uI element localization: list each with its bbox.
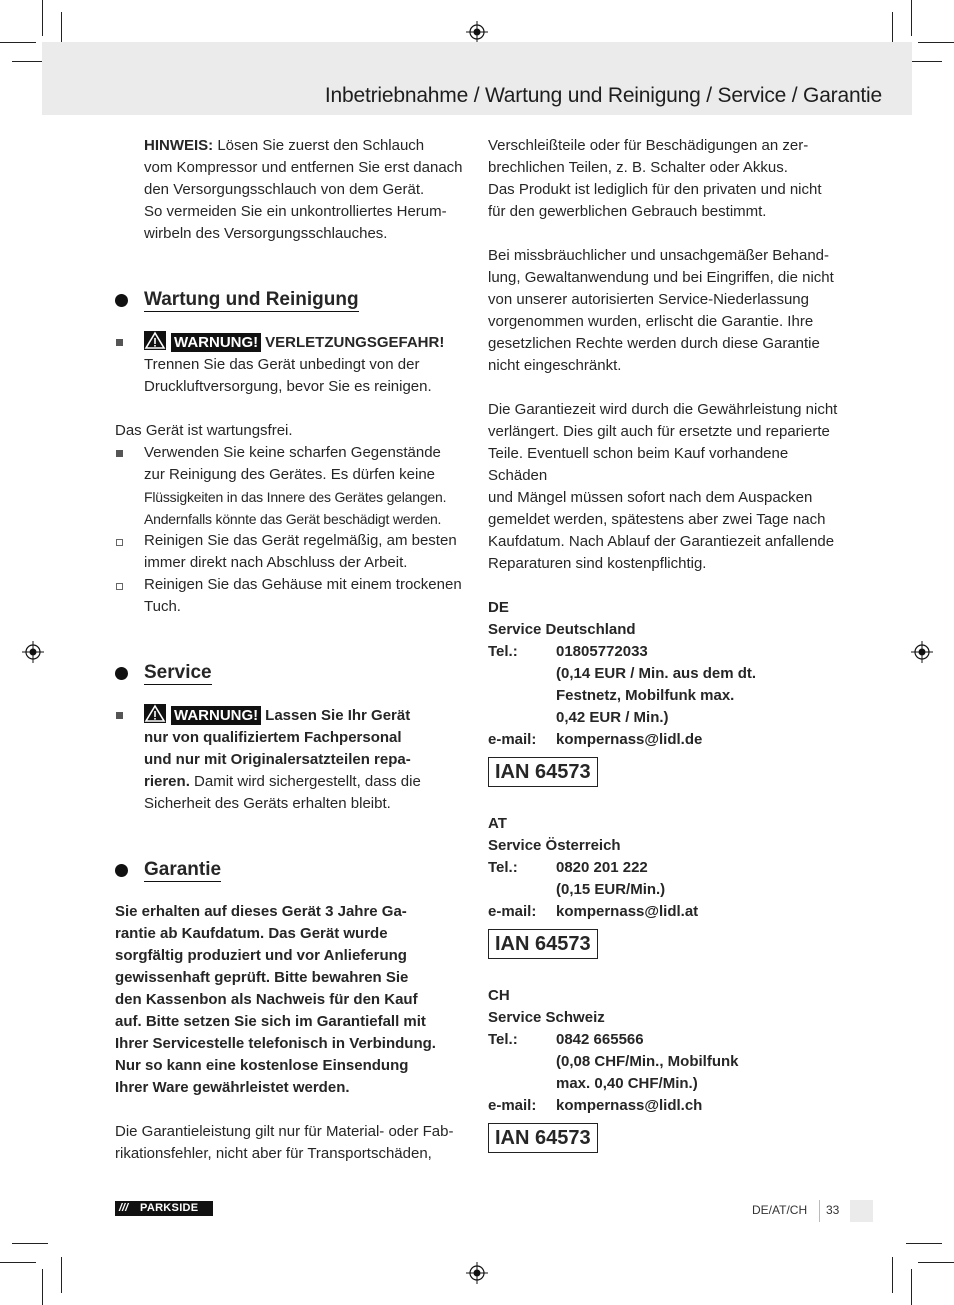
ian-box: IAN 64573 [488, 929, 598, 959]
warning-heading: VERLETZUNGSGEFAHR! [265, 334, 445, 351]
crop-mark [892, 1257, 893, 1293]
text-line: vorgenommen wurden, erlischt die Garantie. Ihre [488, 313, 814, 330]
text-line: rikationsfehler, nicht aber für Transportschäden, [115, 1145, 432, 1162]
hinweis-line: So vermeiden Sie ein unkontrolliertes Herum- [144, 203, 447, 220]
text-line: rantie ab Kaufdatum. Das Gerät wurde [115, 925, 388, 942]
logo-stripes: /// [119, 1202, 129, 1214]
right-column [488, 135, 843, 1153]
left-column [115, 135, 467, 1165]
list-item [115, 442, 467, 530]
crop-mark [0, 42, 36, 43]
email-label: e-mail: [488, 1097, 537, 1114]
text-line: Bei missbräuchlicher und unsachgemäßer Behand- [488, 247, 830, 264]
text-line: und Mängel müssen sofort nach dem Auspacken [488, 489, 813, 506]
text-line: Kaufdatum. Nach Ablauf der Garantiezeit anfallende [488, 533, 835, 550]
tel-label: Tel.: [488, 643, 518, 660]
text-line: Die Garantieleistung gilt nur für Material- oder Fab- [115, 1123, 454, 1140]
warning-triangle-icon [144, 704, 166, 723]
tel-label: Tel.: [488, 1031, 518, 1048]
warning-text: nur von qualifiziertem Fachpersonal [144, 729, 402, 746]
warning-line: Trennen Sie das Gerät unbedingt von der [144, 356, 420, 373]
crop-mark [918, 1262, 954, 1263]
registration-mark-icon [466, 1262, 488, 1284]
warning-line: Druckluftversorgung, bevor Sie es reinigen. [144, 378, 432, 395]
text-line: Das Produkt ist lediglich für den privaten und nicht [488, 181, 822, 198]
list-item-line: Andernfalls könnte das Gerät beschädigt werden. [144, 511, 442, 527]
tel-note: (0,15 EUR/Min.) [556, 881, 666, 898]
square-bullet-icon [116, 450, 123, 457]
crop-mark [911, 0, 912, 36]
ian-box: IAN 64573 [488, 757, 598, 787]
footer-tab [850, 1200, 873, 1222]
text-line: Nur so kann eine kostenlose Einsendung [115, 1057, 409, 1074]
crop-mark [12, 1243, 48, 1244]
list-item [115, 574, 467, 618]
list-item-line: Tuch. [144, 598, 181, 615]
square-bullet-icon [116, 712, 123, 719]
warning-triangle-icon [144, 331, 166, 350]
country-code: AT [488, 815, 507, 832]
tel-note: (0,14 EUR / Min. aus dem dt. [556, 665, 757, 682]
parkside-logo [115, 1201, 213, 1216]
list-item-line: immer direkt nach Abschluss der Arbeit. [144, 554, 408, 571]
email-address: kompernass@lidl.ch [556, 1097, 703, 1114]
text-line: Reparaturen sind kostenpflichtig. [488, 555, 707, 572]
hinweis-label: HINWEIS: [144, 137, 214, 154]
tel-note: max. 0,40 CHF/Min.) [556, 1075, 698, 1092]
tel-number: 0842 665566 [556, 1031, 644, 1048]
registration-mark-icon [911, 641, 933, 663]
text-line: gesetzlichen Rechte werden durch diese Garantie [488, 335, 820, 352]
text-line: nicht eingeschränkt. [488, 357, 622, 374]
service-block-ch [488, 985, 843, 1153]
section-heading-wartung: Wartung und Reinigung [115, 287, 467, 313]
warning-badge: WARNUNG! [171, 333, 261, 352]
hinweis-line: vom Kompressor und entfernen Sie erst danach [144, 159, 463, 176]
warning-item [115, 704, 467, 815]
tel-number: 01805772033 [556, 643, 648, 660]
tel-note: (0,08 CHF/Min., Mobilfunk [556, 1053, 739, 1070]
logo-text: PARKSIDE [140, 1202, 199, 1214]
text-line: verlängert. Dies gilt auch für ersetzte und reparierte [488, 423, 830, 440]
warning-text: und nur mit Originalersatzteilen repa- [144, 751, 411, 768]
text-line: den Kassenbon als Nachweis für den Kauf [115, 991, 418, 1008]
email-address: kompernass@lidl.de [556, 731, 703, 748]
country-code: DE [488, 599, 509, 616]
crop-mark [42, 0, 43, 36]
tel-note: 0,42 EUR / Min.) [556, 709, 669, 726]
email-address: kompernass@lidl.at [556, 903, 699, 920]
text-line: auf. Bitte setzen Sie sich im Garantiefall mit [115, 1013, 426, 1030]
service-name: Service Deutschland [488, 621, 636, 638]
service-name: Service Österreich [488, 837, 621, 854]
page-title: Inbetriebnahme / Wartung und Reinigung / Service / Garantie [324, 84, 882, 107]
crop-mark [911, 1269, 912, 1305]
text-line: gemeldet werden, spätestens aber zwei Tage nach [488, 511, 826, 528]
text-line: Teile. Eventuell schon beim Kauf vorhandene Schäden [488, 445, 789, 484]
warning-badge: WARNUNG! [171, 706, 261, 725]
email-label: e-mail: [488, 731, 537, 748]
service-block-de [488, 597, 843, 787]
text-line: Die Garantiezeit wird durch die Gewährleistung nicht [488, 401, 838, 418]
text-line: Verschleißteile oder für Beschädigungen an zer- [488, 137, 809, 154]
service-block-at [488, 813, 843, 959]
warning-item [115, 331, 467, 398]
list-item [115, 530, 467, 574]
crop-mark [42, 1269, 43, 1305]
section-heading-service: Service [115, 660, 467, 686]
text-line: für den gewerblichen Gebrauch bestimmt. [488, 203, 767, 220]
text-line: Ihrer Ware gewährleistet werden. [115, 1079, 350, 1096]
warning-line: Sicherheit des Geräts erhalten bleibt. [144, 795, 391, 812]
bullet-dot-icon [115, 294, 128, 307]
hollow-square-bullet-icon [116, 583, 123, 590]
warning-text: Lassen Sie Ihr Gerät [265, 707, 411, 724]
registration-mark-icon [22, 641, 44, 663]
hinweis-line: Lösen Sie zuerst den Schlauch [217, 137, 425, 154]
wartungsfrei-text: Das Gerät ist wartungsfrei. [115, 422, 293, 439]
list-item-line: Flüssigkeiten in das Innere des Gerätes gelangen. [144, 489, 447, 505]
text-line: von unserer autorisierten Service-Niederlassung [488, 291, 809, 308]
garantie-bold-text [115, 901, 467, 1099]
list-item-line: Reinigen Sie das Gehäuse mit einem trockenen [144, 576, 462, 593]
section-heading-garantie: Garantie [115, 857, 467, 883]
registration-mark-icon [466, 21, 488, 43]
hinweis-note [115, 135, 467, 245]
text-line: sorgfältig produziert und vor Anlieferung [115, 947, 407, 964]
email-label: e-mail: [488, 903, 537, 920]
hollow-square-bullet-icon [116, 539, 123, 546]
text-line: Ihrer Servicestelle telefonisch in Verbindung. [115, 1035, 436, 1052]
crop-mark [906, 1243, 942, 1244]
crop-mark [61, 1257, 62, 1293]
footer-country: DE/AT/CH [752, 1203, 808, 1217]
crop-mark [0, 1262, 36, 1263]
service-name: Service Schweiz [488, 1009, 605, 1026]
list-item-line: Reinigen Sie das Gerät regelmäßig, am besten [144, 532, 457, 549]
text-line: brechlichen Teilen, z. B. Schalter oder Akkus. [488, 159, 788, 176]
tel-label: Tel.: [488, 859, 518, 876]
hinweis-line: wirbeln des Versorgungsschlauches. [144, 225, 388, 242]
tel-number: 0820 201 222 [556, 859, 648, 876]
text-line: gewissenhaft geprüft. Bitte bewahren Sie [115, 969, 409, 986]
text-line: lung, Gewaltanwendung und bei Eingriffen, die nicht [488, 269, 834, 286]
footer-divider [819, 1200, 820, 1222]
list-item-line: Verwenden Sie keine scharfen Gegenstände [144, 444, 441, 461]
warning-text: rieren. [144, 773, 190, 790]
crop-mark [918, 42, 954, 43]
bullet-dot-icon [115, 864, 128, 877]
bullet-dot-icon [115, 667, 128, 680]
warning-line: Damit wird sichergestellt, dass die [194, 773, 421, 790]
tel-note: Festnetz, Mobilfunk max. [556, 687, 735, 704]
ian-box: IAN 64573 [488, 1123, 598, 1153]
country-code: CH [488, 987, 510, 1004]
hinweis-line: den Versorgungsschlauch von dem Gerät. [144, 181, 425, 198]
page-number: 33 [826, 1203, 840, 1217]
list-item-line: zur Reinigung des Gerätes. Es dürfen keine [144, 466, 435, 483]
text-line: Sie erhalten auf dieses Gerät 3 Jahre Ga- [115, 903, 407, 920]
square-bullet-icon [116, 339, 123, 346]
